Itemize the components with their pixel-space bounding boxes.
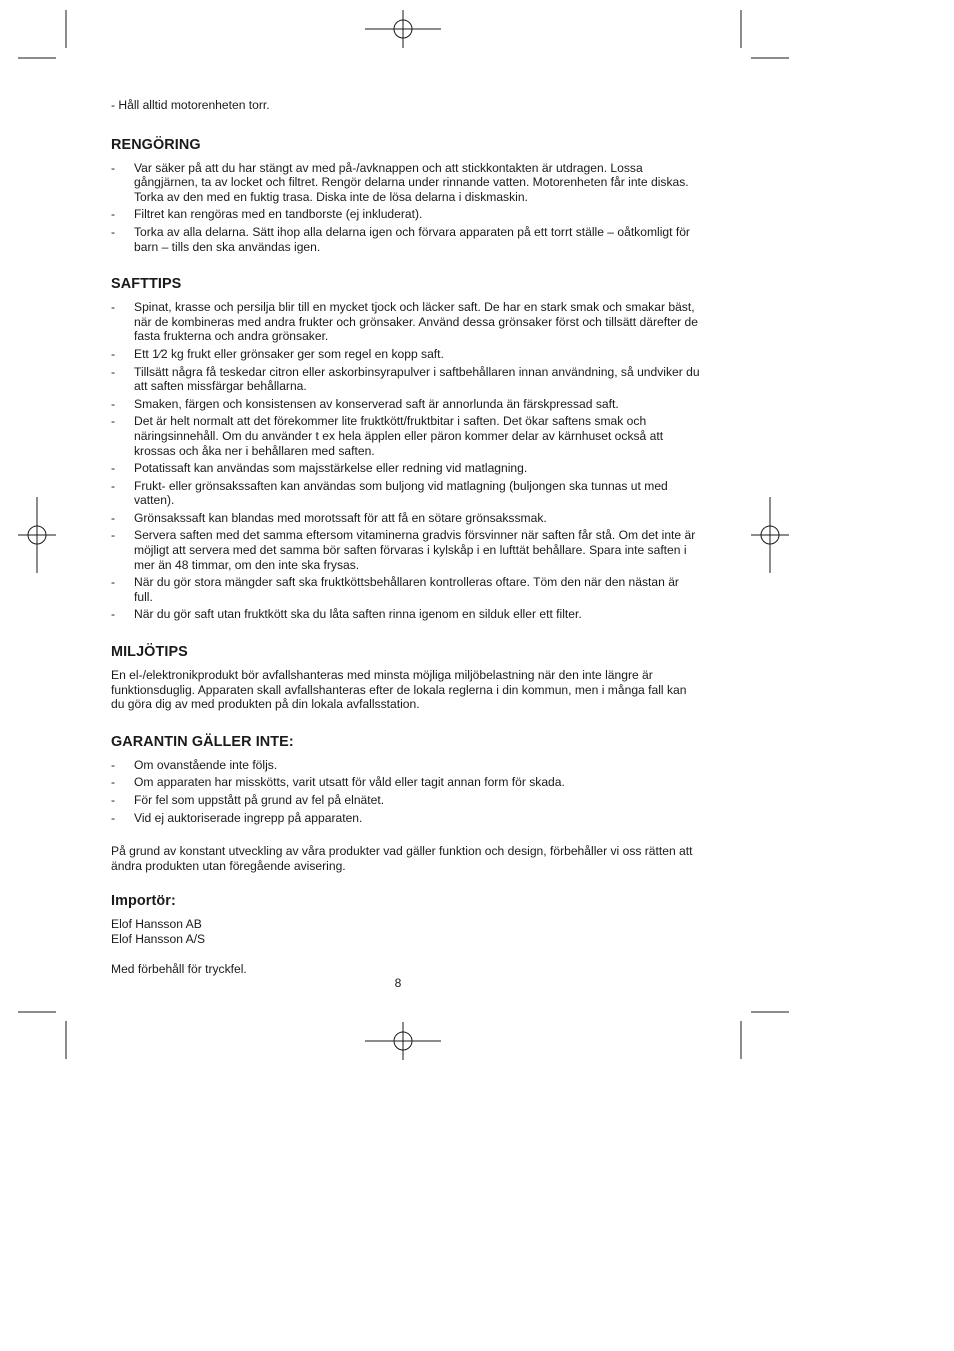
list-item: - Spinat, krasse och persilja blir till en mycket tjock och läcker saft. De har en stark smak och smakar bäst, när de kombineras med andra frukter och grönsaker. Använd dessa grönsaker först och tillsätt därefter de fasta frukterna och andra grönsaker. (111, 300, 701, 344)
list-item: - Frukt- eller grönsakssaften kan användas som buljong vid matlagning (buljongen ska tunnas ut med vatten). (111, 479, 701, 508)
section-safttips (111, 276, 701, 622)
heading-garanti: GARANTIN GÄLLER INTE: (111, 733, 294, 750)
section-miljotips (111, 644, 701, 712)
list-item: - Smaken, färgen och konsistensen av konserverad saft är annorlunda än färskpressad saft. (111, 397, 701, 412)
heading-rengoring: RENGÖRING (111, 136, 201, 153)
list-item: - Om ovanstående inte följs. (111, 758, 701, 773)
list-item: - När du gör saft utan fruktkött ska du låta saften rinna igenom en silduk eller ett filter. (111, 607, 701, 622)
heading-importor: Importör: (111, 893, 176, 910)
disclaimer: Med förbehåll för tryckfel. (111, 961, 247, 976)
list-item: - Filtret kan rengöras med en tandborste (ej inkluderat). (111, 207, 701, 222)
list-garanti (111, 758, 701, 825)
list-item: - Servera saften med det samma eftersom vitaminerna gradvis försvinner när saften får stå. Om det inte är möjligt att servera med det samma bör saften förvaras i kylskåp i en lufttät behållare. Spara inte saften i mer än 48 timmar, om den inte ska frysas. (111, 528, 701, 572)
importor-line: Elof Hansson A/S (111, 931, 206, 946)
heading-miljotips: MILJÖTIPS (111, 644, 188, 661)
section-garanti (111, 734, 701, 874)
list-rengoring (111, 161, 701, 255)
list-item: - För fel som uppstått på grund av fel på elnätet. (111, 793, 701, 808)
list-item: - Om apparaten har misskötts, varit utsatt för våld eller tagit annan form för skada. (111, 775, 701, 790)
list-item: - När du gör stora mängder saft ska fruktköttsbehållaren kontrolleras oftare. Töm den när den nästan är full. (111, 575, 701, 604)
intro-note: - Håll alltid motorenheten torr. (111, 98, 270, 112)
section-rengoring (111, 137, 701, 255)
list-item: - Grönsakssaft kan blandas med morotssaft för att få en sötare grönsakssmak. (111, 511, 701, 526)
miljotips-text: En el-/elektronikprodukt bör avfallshanteras med minsta möjliga miljöbelastning när den inte längre är funktionsduglig. Apparaten skall avfallshanteras efter de lokala reglerna i din kommun, men i många fall kan du göra dig av med produkten på din lokala avfallsstation. (111, 668, 687, 712)
list-item: - Ett 1⁄2 kg frukt eller grönsaker ger som regel en kopp saft. (111, 347, 701, 362)
importor-line: Elof Hansson AB (111, 917, 202, 932)
list-safttips (111, 300, 701, 622)
list-item: - Var säker på att du har stängt av med på-/avknappen och att stickkontakten är utdragen. Lossa gångjärnen, ta av locket och filtret. Rengör delarna under rinnande vatten. Motorenheten får inte diskas. Torka av den med en fuktig trasa. Diska inte de lösa delarna i diskmaskin. (111, 161, 701, 205)
page-number: 8 (394, 976, 402, 990)
list-item: - Potatissaft kan användas som majsstärkelse eller redning vid matlagning. (111, 461, 701, 476)
section-importor (111, 893, 701, 976)
garanti-note: På grund av konstant utveckling av våra produkter vad gäller funktion och design, förbehåller vi oss rätten att ändra produkten utan föregående avisering. (111, 844, 693, 873)
list-item: - Torka av alla delarna. Sätt ihop alla delarna igen och förvara apparaten på ett torrt ställe – oåtkomligt för barn – tills den ska användas igen. (111, 225, 701, 254)
list-item: - Vid ej auktoriserade ingrepp på apparaten. (111, 811, 701, 826)
manual-page (111, 98, 701, 998)
list-item: - Tillsätt några få teskedar citron eller askorbinsyrapulver i saftbehållaren innan användning, så undviker du att saften missfärgar behållarna. (111, 365, 701, 394)
list-item: - Det är helt normalt att det förekommer lite fruktkött/fruktbitar i saften. Det ökar saftens smak och näringsinnehåll. Om du använder t ex hela äpplen eller päron kommer delar av kärnhuset också att krossas och åka ner i behållaren med saften. (111, 414, 701, 458)
heading-safttips: SAFTTIPS (111, 276, 182, 293)
